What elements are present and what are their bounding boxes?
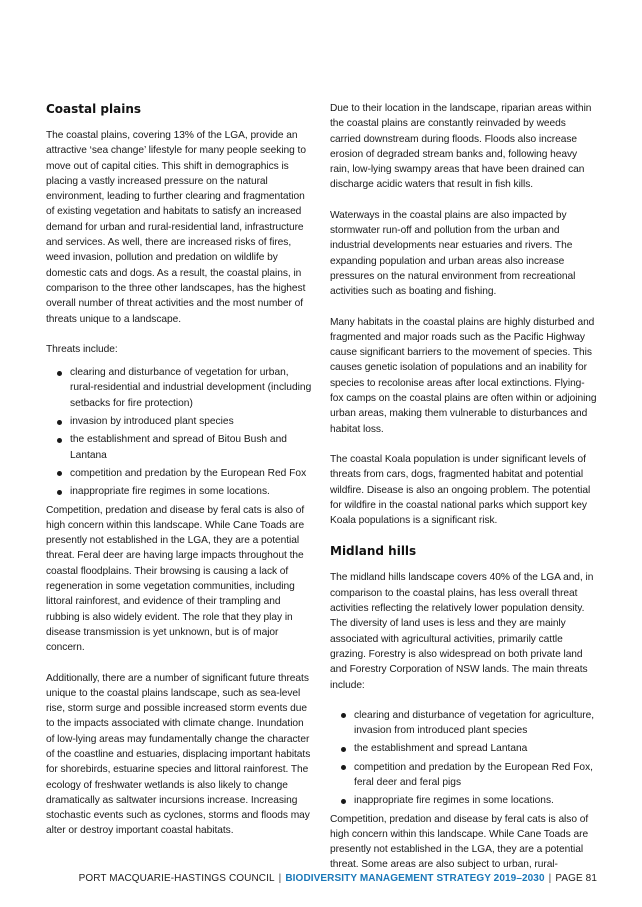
- paragraph: Due to their location in the landscape, riparian areas within the coastal plains are constantly reinvaded by weeds carried downstream during floods. Floods also increase erosion of degraded stream banks and, following heavy rain, low-lying swampy areas that have been drained can discharge acidic waters that result in fish kills.: [330, 103, 592, 191]
- list-item: inappropriate fire regimes in some locations.: [54, 484, 314, 499]
- list-item: invasion by introduced plant species: [54, 414, 314, 429]
- threats-intro: Threats include:: [46, 343, 118, 355]
- list-item: clearing and disturbance of vegetation for urban, rural-residential and industrial development (including setbacks for fire protection): [54, 365, 314, 411]
- list-item: the establishment and spread of Bitou Bush and Lantana: [54, 432, 314, 463]
- footer-separator: |: [548, 873, 552, 884]
- footer-separator: |: [278, 873, 282, 884]
- paragraph: Additionally, there are a number of significant future threats unique to the coastal plains landscape, such as sea-level rise, storm surge and possible increased storm events due to the impacts associated with climate change. Inundation of low-lying areas may fundamentally change the character of the coastline and estuaries, displacing important habitats for shorebirds, estuarine species and littoral rainforest. The ecology of freshwater wetlands is also likely to change dramatically as saltwater incursions increase. Increasing stochastic events such as cyclones, storms and floods may alter or destroy important coastal habitats.: [46, 672, 311, 837]
- list-item: clearing and disturbance of vegetation for agriculture, invasion from introduced plant species: [338, 708, 598, 739]
- threats-list-coastal: [46, 365, 314, 499]
- list-item: inappropriate fire regimes in some locations.: [338, 793, 598, 808]
- section-heading-coastal-plains: Coastal plains: [46, 102, 142, 116]
- paragraph: Many habitats in the coastal plains are highly disturbed and fragmented and major roads such as the Pacific Highway cause significant barriers to the movement of species. This causes genetic isolation of populations and an inability for species to recolonise areas after local extinctions. Flying-fox camps on the coastal plains are often within or adjoining urban areas, making them vulnerable to disturbances and habitat loss.: [330, 316, 597, 435]
- paragraph: Competition, predation and disease by feral cats is also of high concern within this landscape. While Cane Toads are presently not established in the LGA, they are a potential threat. Some areas are also subject to urban, rural-: [330, 813, 589, 871]
- paragraph: Waterways in the coastal plains are also impacted by stormwater run-off and pollution from the urban and industrial developments near estuaries and rivers. The expanding population and urban areas also increase pressures on the natural environment from recreational activities such as boating and fishing.: [330, 209, 576, 298]
- threats-list-midland: [330, 708, 598, 809]
- footer-council: PORT MACQUARIE-HASTINGS COUNCIL: [78, 873, 275, 884]
- left-column: [46, 101, 314, 854]
- section-heading-midland-hills: Midland hills: [330, 544, 417, 559]
- paragraph: The midland hills landscape covers 40% of the LGA and, in comparison to the coastal plains, has less overall threat activities reflecting the relatively lower population density. The diversity of land uses is less and they are mainly associated with agricultural activities, primarily cattle grazing. Forestry is also widespread on both private land and Forestry Corporation of NSW lands. The main threats include:: [330, 572, 594, 691]
- paragraph: The coastal plains, covering 13% of the LGA, provide an attractive ‘sea change’ lifestyle for many people seeking to move out of capital cities. This shift in demographics is placing a vastly increased pressure on the natural environment, leading to further clearing and fragmentation of existing vegetation and habitats to satisfy an increased demand for urban and rural-residential land, infrastructure and services. As well, there are increased risks of fires, weed invasion, pollution and predation on wildlife by domestic cats and dogs. As a result, the coastal plains, in comparison to the three other landscapes, has the highest overall number of threat activities and the most number of threats unique to a landscape.: [46, 130, 306, 325]
- list-item: competition and predation by the European Red Fox: [54, 466, 314, 481]
- list-item: competition and predation by the European Red Fox, feral deer and feral pigs: [338, 760, 598, 791]
- list-item: the establishment and spread Lantana: [338, 741, 598, 756]
- footer-page-number: PAGE 81: [555, 873, 597, 884]
- page-footer: [0, 873, 597, 884]
- paragraph: Competition, predation and disease by feral cats is also of high concern within this landscape. While Cane Toads are presently not established in the LGA, they are a potential threat. Feral deer are having large impacts throughout the coastal floodplains. Their browsing is causing a lack of regeneration in some vegetation communities, including littoral rainforest, and evidence of their trampling and rubbing is also widely evident. The role that they play in disease transmission is yet unknown, but is of major concern.: [46, 504, 305, 654]
- paragraph: The coastal Koala population is under significant levels of threats from cars, dogs, fragmented habitat and potential wildfire. Disease is also an ongoing problem. The potential for wildfire in the coastal national parks which support key Koala populations is a significant risk.: [330, 453, 591, 527]
- footer-strategy-title: BIODIVERSITY MANAGEMENT STRATEGY 2019–2030: [285, 873, 545, 884]
- right-column: [330, 101, 598, 888]
